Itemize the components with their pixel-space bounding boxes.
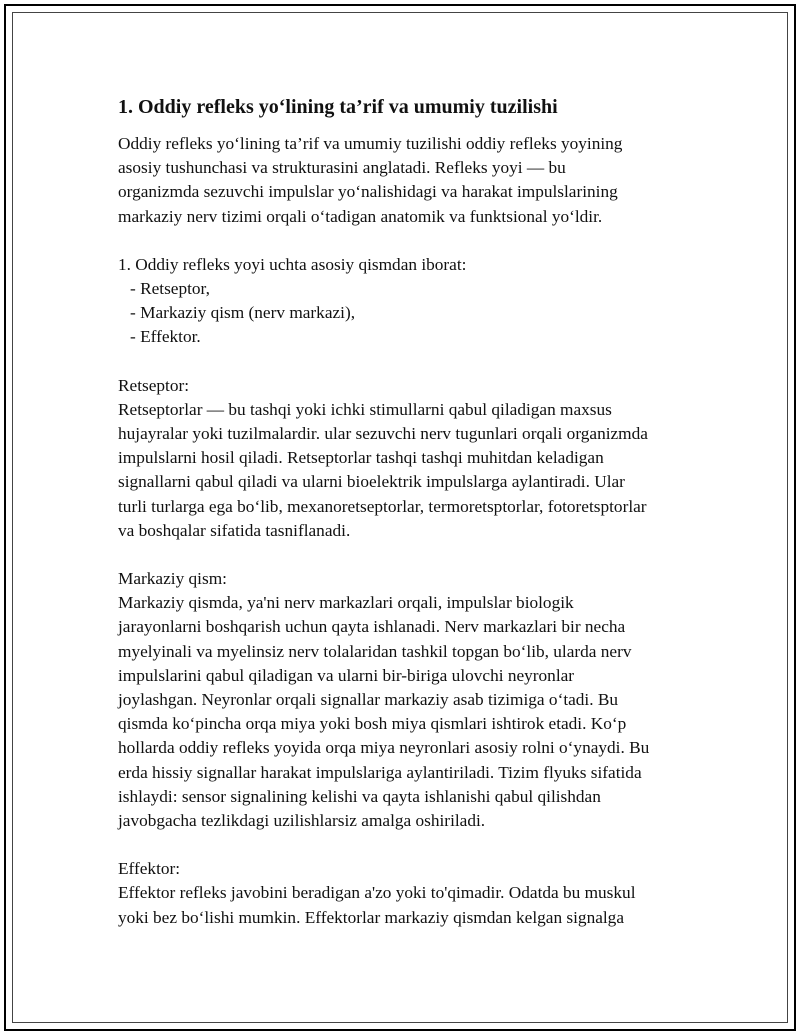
parts-item-effector: - Effektor. [130,327,201,347]
parts-item-central: - Markaziy qism (nerv markazi), [130,303,356,323]
effector-line: Effektor refleks javobini beradigan a'zo yoki to'qimadir. Odatda bu muskul [118,883,636,903]
central-line: joylashgan. Neyronlar orqali signallar markaziy asab tizimiga o‘tadi. Bu [118,690,619,710]
receptor-heading: Retseptor: [118,375,190,395]
central-line: javobgacha tezlikdagi uzilishlarsiz amalga oshiriladi. [118,811,486,831]
central-line: Markaziy qismda, ya'ni nerv markazlari orqali, impulslar biologik [118,593,574,613]
effector-section [118,857,688,930]
receptor-line: Retseptorlar — bu tashqi yoki ichki stimullarni qabul qiladigan maxsus [118,399,612,419]
central-line: impulslarini qabul qiladigan va ularni bir-biriga ulovchi neyronlar [118,665,575,685]
parts-item-receptor: - Retseptor, [130,279,210,299]
central-line: erda hissiy signallar harakat impulslariga aylantiriladi. Tizim flyuks sifatida [118,762,642,782]
intro-paragraph [118,132,688,229]
receptor-section [118,374,688,543]
receptor-line: hujayralar yoki tuzilmalardir. ular sezuvchi nerv tugunlari orqali organizmda [118,424,648,444]
spacer [118,350,688,374]
document-title: 1. Oddiy refleks yo‘lining ta’rif va umumiy tuzilishi [118,96,558,118]
receptor-line: signallarni qabul qiladi va ularni bioelektrik impulslarga aylantiradi. Ular [118,472,625,492]
intro-line: asosiy tushunchasi va strukturasini anglatadi. Refleks yoyi — bu [118,158,566,178]
receptor-line: va boshqalar sifatida tasniflanadi. [118,520,351,540]
intro-line: markaziy nerv tizimi orqali o‘tadigan anatomik va funktsional yo‘ldir. [118,206,603,226]
central-line: jarayonlarni boshqarish uchun qayta ishlanadi. Nerv markazlari bir necha [118,617,626,637]
central-section [118,567,688,833]
central-line: hollarda oddiy refleks yoyida orqa miya neyronlari asosiy rolni o‘ynaydi. Bu [118,738,650,758]
central-heading: Markaziy qism: [118,569,227,589]
spacer [118,229,688,253]
effector-heading: Effektor: [118,859,181,879]
document-content [118,93,688,930]
effector-line: yoki bez bo‘lishi mumkin. Effektorlar markaziy qismdan kelgan signalga [118,907,624,927]
receptor-line: impulslarni hosil qiladi. Retseptorlar tashqi tashqi muhitdan keladigan [118,448,604,468]
spacer [118,543,688,567]
intro-line: organizmda sezuvchi impulslar yo‘nalishidagi va harakat impulslarining [118,182,618,202]
parts-lead: 1. Oddiy refleks yoyi uchta asosiy qismdan iborat: [118,254,467,274]
intro-line: Oddiy refleks yo‘lining ta’rif va umumiy tuzilishi oddiy refleks yoyining [118,134,623,153]
central-line: qismda ko‘pincha orqa miya yoki bosh miya qismlari ishtirok etadi. Ko‘p [118,714,627,734]
central-line: myelyinali va myelinsiz nerv tolalaridan tashkil topgan bo‘lib, ularda nerv [118,641,632,661]
receptor-line: turli turlarga ega bo‘lib, mexanoretseptorlar, termoretsptorlar, fotoretsptorlar [118,496,647,516]
spacer [118,833,688,857]
central-line: ishlaydi: sensor signalining kelishi va qayta ishlanishi qabul qilishdan [118,786,601,806]
parts-list [118,253,688,350]
